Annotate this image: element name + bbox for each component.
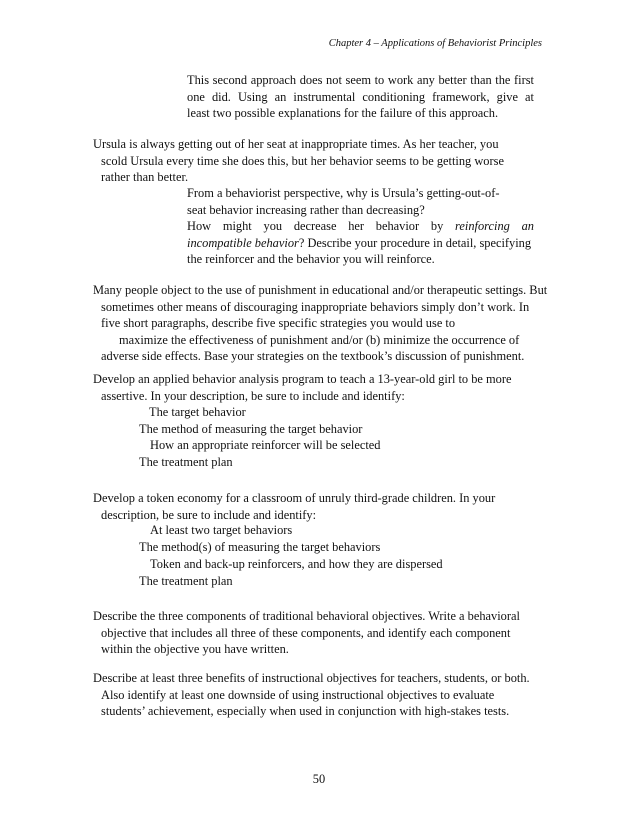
- running-header: Chapter 4 – Applications of Behaviorist Principles: [328, 38, 542, 49]
- question-ursula-part-a: [187, 185, 534, 218]
- text-line: rather than better.: [101, 170, 189, 184]
- question-second-approach: [187, 72, 534, 122]
- text-line: five short paragraphs, describe five specific strategies you would use to: [101, 316, 456, 330]
- text-line: assertive. In your description, be sure to include and identify:: [101, 388, 405, 403]
- text-span: ? Describe your procedure in detail, specifying: [298, 235, 532, 250]
- text-line: within the objective you have written.: [101, 642, 289, 656]
- question-ursula: [93, 136, 543, 186]
- question-aba-program: [93, 371, 543, 404]
- text-line: seat behavior increasing rather than decreasing?: [187, 202, 425, 217]
- list-item: Token and back-up reinforcers, and how they are dispersed: [150, 557, 443, 571]
- text-line: Also identify at least one downside of using instructional objectives to evaluate: [101, 687, 495, 702]
- text-line: the reinforcer and the behavior you will reinforce.: [187, 252, 435, 266]
- text-line: Describe the three components of traditional behavioral objectives. Write a behavioral: [93, 609, 520, 623]
- text-line: Ursula is always getting out of her seat at inappropriate times. As her teacher, you: [93, 137, 499, 151]
- italic-text-span: incompatible behavior: [187, 235, 299, 250]
- text-line: maximize the effectiveness of punishment and/or (b) minimize the occurrence of: [119, 332, 520, 347]
- text-span: How might you decrease her behavior by: [187, 219, 456, 233]
- text-line: This second approach does not seem to work any better than the first: [187, 73, 534, 87]
- list-item: The target behavior: [149, 405, 246, 419]
- text-line: Develop a token economy for a classroom of unruly third-grade children. In your: [93, 491, 496, 505]
- text-line: least two possible explanations for the failure of this approach.: [187, 106, 499, 120]
- question-instructional-objectives: [93, 670, 543, 720]
- text-line: sometimes other means of discouraging inappropriate behaviors simply don’t work. In: [101, 299, 530, 314]
- question-behavioral-objectives: [93, 608, 543, 658]
- text-line: [187, 218, 534, 235]
- text-line: Develop an applied behavior analysis program to teach a 13-year-old girl to be more: [93, 372, 512, 386]
- question-punishment: [93, 282, 548, 365]
- list-item: At least two target behaviors: [150, 523, 293, 537]
- text-line: adverse side effects. Base your strategies on the textbook’s discussion of punishment.: [101, 349, 525, 363]
- text-line: [187, 235, 534, 252]
- text-line: Many people object to the use of punishment in educational and/or therapeutic settings. But: [93, 283, 548, 297]
- list-item: The treatment plan: [139, 574, 233, 588]
- question-token-economy: [93, 490, 543, 523]
- list-item: The method(s) of measuring the target behaviors: [139, 540, 381, 554]
- text-line: description, be sure to include and identify:: [101, 507, 317, 522]
- list-item: The method of measuring the target behavior: [139, 422, 363, 436]
- list-item: The treatment plan: [139, 455, 233, 469]
- page-number: 50: [312, 772, 326, 786]
- text-line: From a behaviorist perspective, why is Ursula’s getting-out-of-: [187, 186, 500, 200]
- italic-text-span: reinforcing an: [455, 219, 534, 233]
- text-line: one did. Using an instrumental conditioning framework, give at: [187, 89, 534, 104]
- text-line: Describe at least three benefits of instructional objectives for teachers, students, or both.: [93, 671, 530, 685]
- question-ursula-part-b: [187, 218, 534, 268]
- list-item: How an appropriate reinforcer will be selected: [150, 438, 381, 452]
- text-line: scold Ursula every time she does this, but her behavior seems to be getting worse: [101, 153, 504, 168]
- text-line: students’ achievement, especially when used in conjunction with high-stakes tests.: [101, 704, 510, 718]
- text-line: objective that includes all three of these components, and identify each component: [101, 625, 511, 640]
